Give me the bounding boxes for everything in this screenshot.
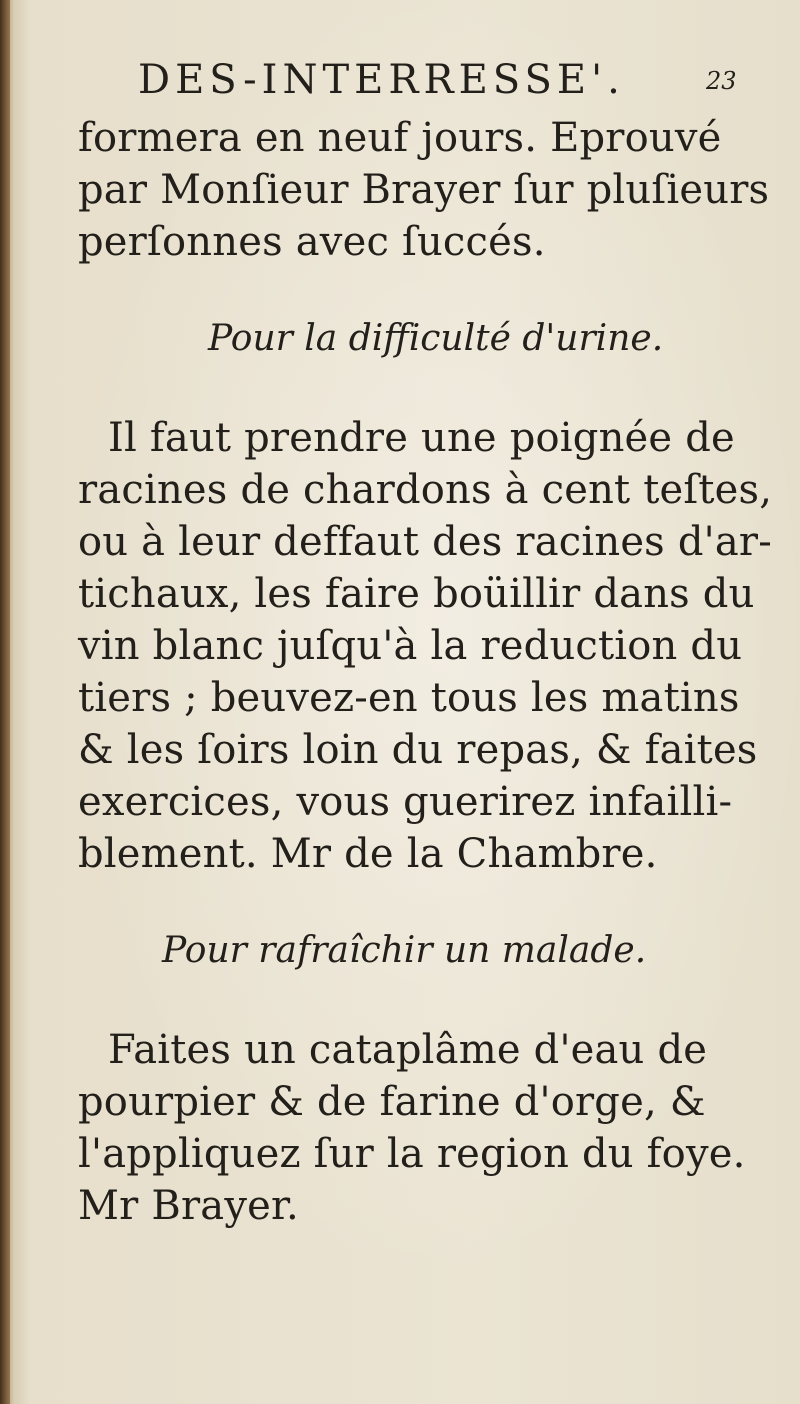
section1-line-4: tichaux, les faire boüillir dans du [78,571,755,617]
running-head-title: DES-INTERRESSE'. [138,57,625,103]
section1-line-1: Il faut prendre une poignée de [108,415,735,461]
section1-line-2: racines de chardons à cent teſtes, [78,467,773,513]
section1-line-9: blement. Mr de la Chambre. [78,831,658,877]
section2-line-3: l'appliquez ſur la region du foye. [78,1131,746,1177]
section2-line-1: Faites un cataplâme d'eau de [108,1027,708,1073]
intro-line-1: formera en neuf jours. Eprouvé [78,115,722,161]
section1-line-7: & les ſoirs loin du repas, & faites [78,727,758,773]
section1-line-3: ou à leur deffaut des racines d'ar- [78,519,772,565]
section2-line-4: Mr Brayer. [78,1183,299,1229]
page-number: 23 [706,67,737,95]
intro-line-3: perſonnes avec ſuccés. [78,219,546,265]
section1-line-8: exercices, vous guerirez infailli- [78,779,733,825]
section-heading-malade: Pour rafraîchir un malade. [162,930,647,971]
section1-line-5: vin blanc juſqu'à la reduction du [78,623,743,669]
section2-line-2: pourpier & de farine d'orge, & [78,1079,706,1125]
intro-line-2: par Monſieur Brayer ſur pluſieurs [78,167,770,213]
section-heading-urine: Pour la difficulté d'urine. [208,318,664,359]
page-binding-edge [0,0,10,1404]
section1-line-6: tiers ; beuvez-en tous les matins [78,675,740,721]
